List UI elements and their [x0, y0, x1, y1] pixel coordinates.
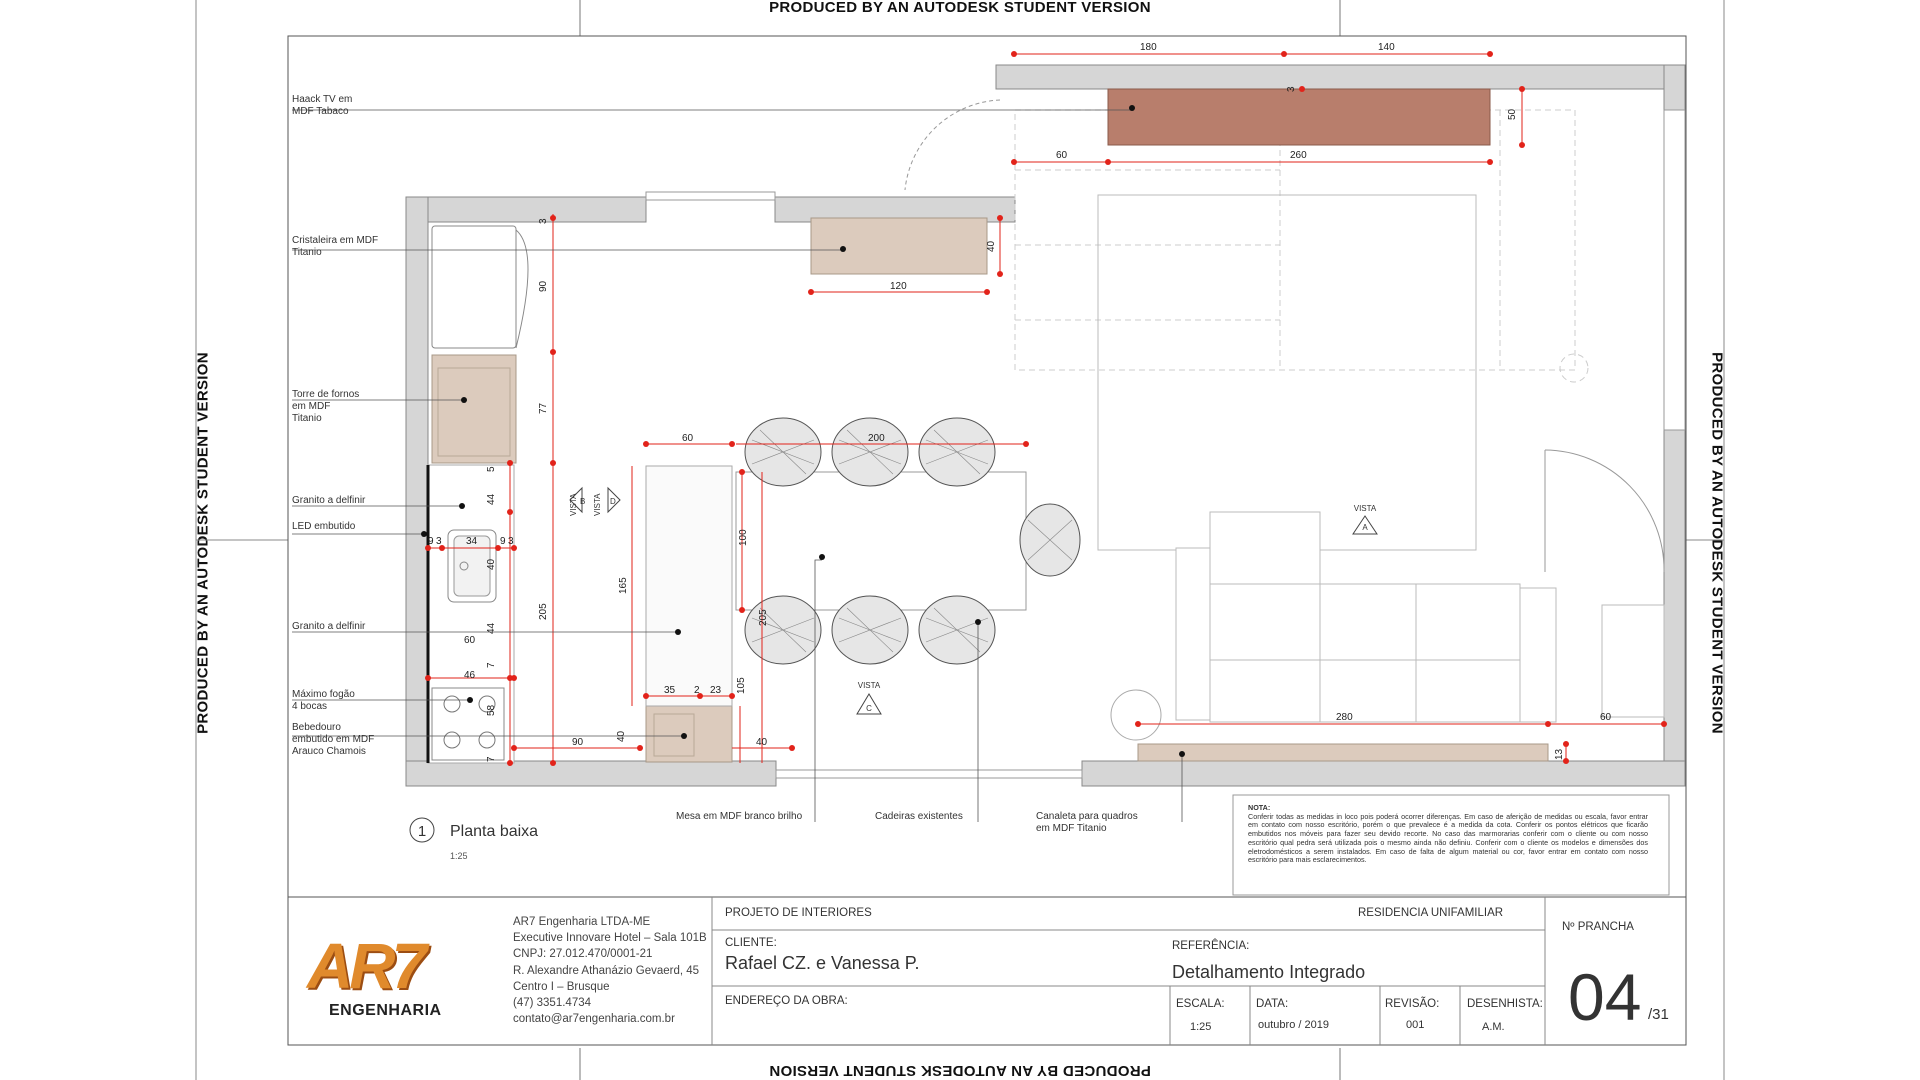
- dim-60-tv: 60: [1056, 150, 1068, 161]
- label-led: LED embutido: [292, 521, 356, 532]
- dim-3b: 3: [508, 536, 514, 547]
- note-text: [1248, 804, 1648, 865]
- dim-105: 105: [736, 677, 747, 694]
- vista-a-label: VISTA: [1353, 504, 1377, 513]
- label-fogao-line1: Máximo fogão: [292, 689, 355, 700]
- dim-77: 77: [538, 402, 549, 414]
- company-logo: [307, 930, 442, 1020]
- dim-3: 3: [538, 218, 549, 224]
- label-torre-line2: em MDF: [292, 401, 331, 412]
- dim-2: 2: [694, 685, 700, 696]
- dim-44b: 44: [486, 622, 497, 634]
- dim-280: 280: [1336, 712, 1353, 723]
- sheet-number: 04: [1568, 960, 1642, 1034]
- vista-d-label: VISTA: [593, 493, 602, 516]
- dim-40c: 40: [756, 737, 768, 748]
- project-type: RESIDENCIA UNIFAMILIAR: [1358, 907, 1504, 919]
- vista-b-label: VISTA: [569, 493, 578, 516]
- label-haack-line2: MDF Tabaco: [292, 106, 349, 117]
- sofa: [1176, 512, 1664, 722]
- dim-100: 100: [738, 529, 749, 546]
- dim-205b: 205: [758, 609, 769, 626]
- dim-23: 23: [710, 685, 722, 696]
- company-street: R. Alexandre Athanázio Gevaerd, 45: [513, 964, 700, 977]
- label-torre-line1: Torre de fornos: [292, 389, 360, 400]
- label-granito-2: Granito a delfinir: [292, 621, 366, 632]
- watermark-top: PRODUCED BY AN AUTODESK STUDENT VERSION: [769, 0, 1151, 16]
- island: [646, 466, 732, 706]
- label-cristaleira-line1: Cristaleira em MDF: [292, 235, 379, 246]
- dining-table: [736, 472, 1026, 610]
- dim-34: 34: [466, 536, 478, 547]
- date-label: DATA:: [1256, 998, 1289, 1010]
- note-title: NOTA:: [1248, 803, 1271, 812]
- watermark-right: PRODUCED BY AN AUTODESK STUDENT VERSION: [1708, 352, 1726, 734]
- company-cnpj: CNPJ: 27.012.470/0001-21: [513, 948, 653, 961]
- company-email: contato@ar7engenharia.com.br: [513, 1013, 675, 1026]
- dim-5: 5: [486, 466, 497, 472]
- note-body: Conferir todas as medidas in loco pois poderá ocorrer diferenças. Em caso de aferição de medidas ou escala, favor entrar em contato com nosso escritório, porém o que prevalece é a medida da cota. Conferir os pontos elétricos que ficarão embutidos nos móveis para fazer seu devido recorte. No caso das marmorarias conferir com o cliente ou com nosso escritório qual pedra será utilizada pois o mesmo ainda não definiu. Conferir com o cliente os modelos e dimensões dos eletrodomésticos a serem instalados. Em caso de falta de algum material ou cor, favor entrar em contato com nosso escritório para mais esclarecimentos.: [1248, 811, 1648, 865]
- canaleta: [1138, 744, 1548, 761]
- sheet-total: /31: [1648, 1006, 1669, 1023]
- scale-label: ESCALA:: [1176, 998, 1225, 1010]
- label-fogao-line2: 4 bocas: [292, 701, 328, 712]
- fridge: [432, 226, 516, 348]
- dim-13: 13: [1554, 748, 1565, 760]
- label-haack: [292, 94, 352, 118]
- label-bebedouro: [292, 722, 374, 758]
- oven-tower: [432, 355, 516, 463]
- vista-c-label: VISTA: [857, 681, 881, 690]
- tv-panel: [1108, 89, 1490, 145]
- dim-7b: 7: [486, 756, 497, 762]
- dim-60: 60: [464, 635, 476, 646]
- client-label: CLIENTE:: [725, 937, 777, 949]
- dim-60-can: 60: [1600, 712, 1612, 723]
- dim-165: 165: [618, 577, 629, 594]
- dim-200: 200: [868, 433, 885, 444]
- designer-value: A.M.: [1482, 1021, 1505, 1033]
- label-mesa: Mesa em MDF branco brilho: [676, 811, 803, 822]
- dim-90: 90: [538, 280, 549, 292]
- company-info: [513, 914, 707, 1027]
- dim-40-beb: 40: [616, 730, 627, 742]
- designer-label: DESENHISTA:: [1467, 998, 1543, 1010]
- watermark-bottom: PRODUCED BY AN AUTODESK STUDENT VERSION: [769, 1062, 1151, 1079]
- dim-7a: 7: [486, 662, 497, 668]
- dim-40-crist: 40: [986, 240, 997, 252]
- cristaleira: [811, 218, 987, 274]
- company-office: Executive Innovare Hotel – Sala 101B: [513, 932, 707, 945]
- company-name: AR7 Engenharia LTDA-ME: [513, 916, 651, 928]
- client-value: Rafael CZ. e Vanessa P.: [725, 953, 920, 973]
- dim-58: 58: [486, 704, 497, 716]
- dim-140: 140: [1378, 42, 1395, 53]
- label-fogao: [292, 689, 355, 713]
- dim-60-island: 60: [682, 433, 694, 444]
- label-torre: [292, 389, 359, 425]
- label-torre-line3: Titanio: [292, 413, 322, 424]
- reference-value: Detalhamento Integrado: [1172, 962, 1366, 982]
- scale-value: 1:25: [1190, 1021, 1212, 1033]
- label-canaleta-line2: em MDF Titanio: [1036, 823, 1107, 834]
- label-bebedouro-line1: Bebedouro: [292, 722, 341, 733]
- address-label: ENDEREÇO DA OBRA:: [725, 995, 848, 1007]
- sheet-label: Nº PRANCHA: [1562, 921, 1634, 933]
- view-number: 1: [417, 823, 427, 840]
- revision-value: 001: [1406, 1019, 1425, 1031]
- label-cristaleira: [292, 235, 378, 259]
- label-cristaleira-line2: Titanio: [292, 247, 322, 258]
- dim-180: 180: [1140, 42, 1157, 53]
- logo-mark: AR7: [307, 930, 424, 1002]
- company-city: Centro I – Brusque: [513, 980, 610, 993]
- vista-a-letter: A: [1362, 523, 1368, 532]
- watermark-left: PRODUCED BY AN AUTODESK STUDENT VERSION: [194, 352, 212, 734]
- dim-90b: 90: [572, 737, 584, 748]
- revision-label: REVISÃO:: [1385, 998, 1440, 1010]
- dim-35: 35: [664, 685, 676, 696]
- vista-d-letter: D: [610, 497, 616, 506]
- dim-120: 120: [890, 281, 907, 292]
- logo-subtitle: ENGENHARIA: [329, 1002, 442, 1019]
- dim-44a: 44: [486, 493, 497, 505]
- dim-3-tv: 3: [1286, 86, 1297, 92]
- label-granito-1: Granito a delfinir: [292, 495, 366, 506]
- dim-9b: 9: [500, 536, 506, 547]
- date-value: outubro / 2019: [1258, 1019, 1329, 1031]
- reference-label: REFERÊNCIA:: [1172, 940, 1250, 952]
- label-canaleta: [1036, 811, 1138, 835]
- label-cadeiras: Cadeiras existentes: [875, 811, 963, 822]
- label-haack-line1: Haack TV em: [292, 94, 353, 105]
- dim-3a: 3: [436, 536, 442, 547]
- dim-9a: 9: [428, 536, 434, 547]
- view-scale: 1:25: [450, 851, 468, 861]
- project-label: PROJETO DE INTERIORES: [725, 907, 872, 919]
- company-phone: (47) 3351.4734: [513, 997, 592, 1010]
- dim-260: 260: [1290, 150, 1307, 161]
- dim-205: 205: [538, 603, 549, 620]
- dim-40: 40: [486, 558, 497, 570]
- vista-c-letter: C: [866, 704, 872, 713]
- dim-46: 46: [464, 670, 476, 681]
- label-canaleta-line1: Canaleta para quadros: [1036, 811, 1138, 822]
- label-bebedouro-line3: Arauco Chamois: [292, 746, 366, 757]
- view-title: Planta baixa: [450, 823, 539, 840]
- dim-50: 50: [1507, 108, 1518, 120]
- label-bebedouro-line2: embutido em MDF: [292, 734, 375, 745]
- vista-b-letter: B: [580, 497, 586, 506]
